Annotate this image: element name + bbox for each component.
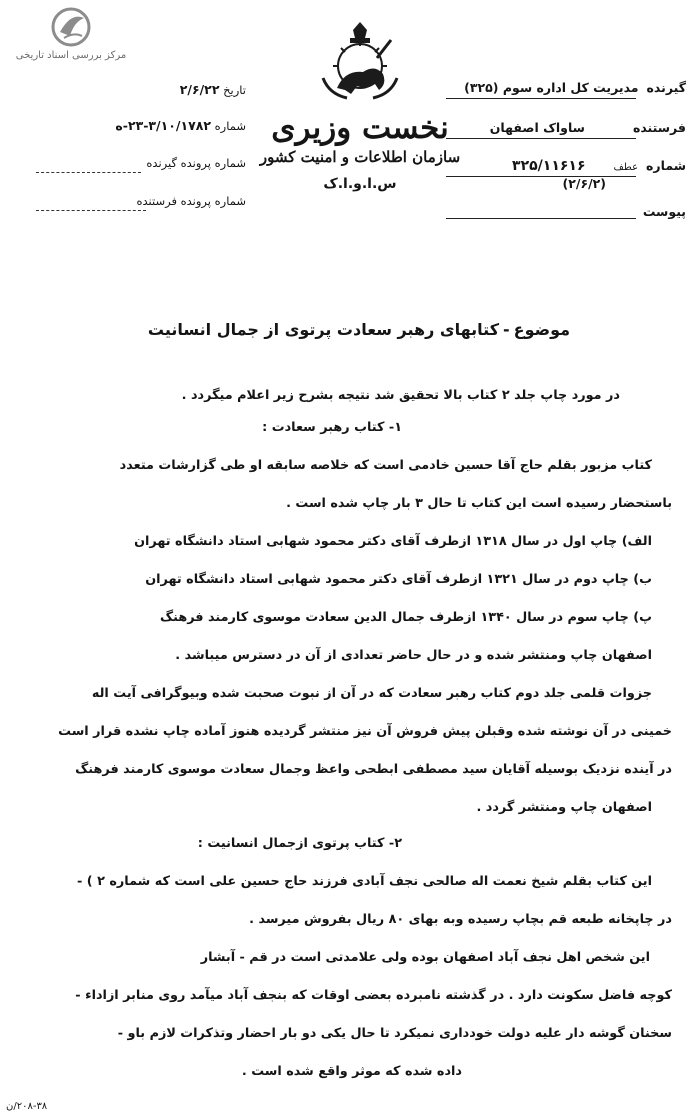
attachment-label: پیوست (642, 204, 686, 219)
org-header (255, 18, 465, 192)
body-line: این شخص اهل نجف آباد اصفهان بوده ولی علامدتی است در قم - آبشار (200, 950, 650, 965)
sender-row (490, 120, 686, 135)
subject-line: موضوع-کتابهای رهبر سعادت پرتوی از جمال انسانیت (147, 320, 570, 339)
number-date: (۲/۶/۲) (562, 176, 606, 191)
body-line: اصفهان چاپ ومنتشر گردد . (476, 800, 652, 815)
recipient-file-label: شماره پرونده گیرنده (146, 156, 246, 170)
sender-label: فرستنده (632, 120, 686, 135)
sender-value: ساواک اصفهان (489, 120, 585, 135)
body-line: جزوات قلمی جلد دوم کتاب رهبر سعادت که در آن از نبوت صحبت شده وبیوگرافی آیت اله (91, 686, 652, 701)
recipient-file-line (36, 172, 141, 173)
recipient-file-row (146, 156, 246, 170)
number-row (512, 158, 686, 174)
archive-name: مرکز بررسی اسناد تاریخی (15, 50, 127, 61)
body-line: باستحضار رسیده است این کتاب تا حال ۳ بار چاپ شده است . (286, 496, 672, 511)
sender-file-row (136, 194, 246, 208)
body-line: سخنان گوشه دار علیه دولت خودداری نمیکرد تا حال یکی دو بار احضار وتذکرات لازم باو - (117, 1026, 672, 1041)
body-line: در چاپخانه طبعه قم بچاپ رسیده وبه بهای ۸۰ ریال بفروش میرسد . (249, 912, 672, 927)
body-line: الف) چاپ اول در سال ۱۳۱۸ ازطرف آقای دکتر محمود شهابی استاد دانشگاه تهران (134, 534, 652, 549)
prime-ministry-title: نخست وزیری (271, 110, 449, 146)
body-line: ۱- کتاب رهبر سعادت : (262, 420, 402, 435)
body-line: خمینی در آن نوشته شده وقبلن پیش فروش آن نیز منتشر گردیده هنوز آماده چاپ نشده قرار است (58, 724, 672, 739)
subject-text: کتابهای رهبر سعادت پرتوی از جمال انسانیت (147, 320, 499, 339)
body-line: ۲- کتاب پرتوی ازجمال انسانیت : (197, 836, 402, 851)
ref-number-value: ۳/۱۰/۱۷۸۲-۲۳-ه (115, 118, 211, 133)
sender-file-label: شماره پرونده فرستنده (136, 194, 246, 208)
body-line: داده شده که موثر واقع شده است . (241, 1064, 462, 1079)
sender-underline (446, 138, 636, 139)
date-label: تاریخ (223, 83, 246, 97)
body-line: اصفهان چاپ ومنتشر شده و در حال حاضر تعدادی از آن در دسترس میباشد . (175, 648, 652, 663)
recipient-row (464, 80, 686, 95)
attachment-row (643, 204, 686, 219)
archive-logo-icon (48, 6, 94, 48)
date-value: ۲/۶/۲۲ (179, 82, 220, 97)
body-line: پ) چاپ سوم در سال ۱۳۴۰ ازطرف جمال الدین سعادت موسوی کارمند فرهنگ (160, 610, 652, 625)
sender-file-line (36, 210, 146, 211)
archive-watermark (6, 6, 136, 70)
recipient-label: گیرنده (646, 80, 686, 95)
number-underline (446, 176, 636, 177)
attachment-underline (446, 218, 636, 219)
body-line: در آینده نزدیک بوسیله آقایان سید مصطفی ابطحی واعظ وجمال سعادت موسوی کارمند فرهنگ (75, 762, 672, 777)
savak-abbreviation: س.ا.و.ا.ک (323, 176, 397, 192)
number-value: ۳۲۵/۱۱۶۱۶ (512, 158, 586, 174)
body-line: این کتاب بقلم شیخ نعمت اله صالحی نجف آبادی فرزند حاج حسین علی است که شماره ۲ ) - (77, 874, 652, 889)
recipient-underline (446, 98, 636, 99)
ref-number-row (107, 118, 246, 133)
recipient-value: مدیریت کل اداره سوم (۳۲۵) (464, 80, 639, 95)
emblem (255, 18, 465, 102)
body-line: در مورد چاپ جلد ۲ کتاب بالا تحقیق شد نتیجه بشرح زیر اعلام میگردد . (181, 388, 620, 403)
number-label: شماره (646, 158, 686, 173)
subject-label: موضوع (513, 320, 570, 339)
number-prefix: عطف (613, 162, 639, 173)
body-line: ب) چاپ دوم در سال ۱۳۲۱ ازطرف آقای دکتر محمود شهابی استاد دانشگاه تهران (145, 572, 652, 587)
body-line: کوچه فاضل سکونت دارد . در گذشته نامبرده بعضی اوقات که بنجف آباد میآمد روی منابر ازاداء - (75, 988, 672, 1003)
savak-title: سازمان اطلاعات و امنیت کشور (259, 148, 461, 166)
date-row (172, 82, 246, 97)
body-line: کتاب مزبور بقلم حاج آقا حسین خادمی است که خلاصه سابقه او طی گزارشات متعدد (119, 458, 652, 473)
archive-code: ۲۰۸-۳۸/ن (6, 1101, 48, 1112)
ref-number-label: شماره (214, 119, 246, 133)
lion-and-sun-emblem-icon (317, 18, 403, 102)
